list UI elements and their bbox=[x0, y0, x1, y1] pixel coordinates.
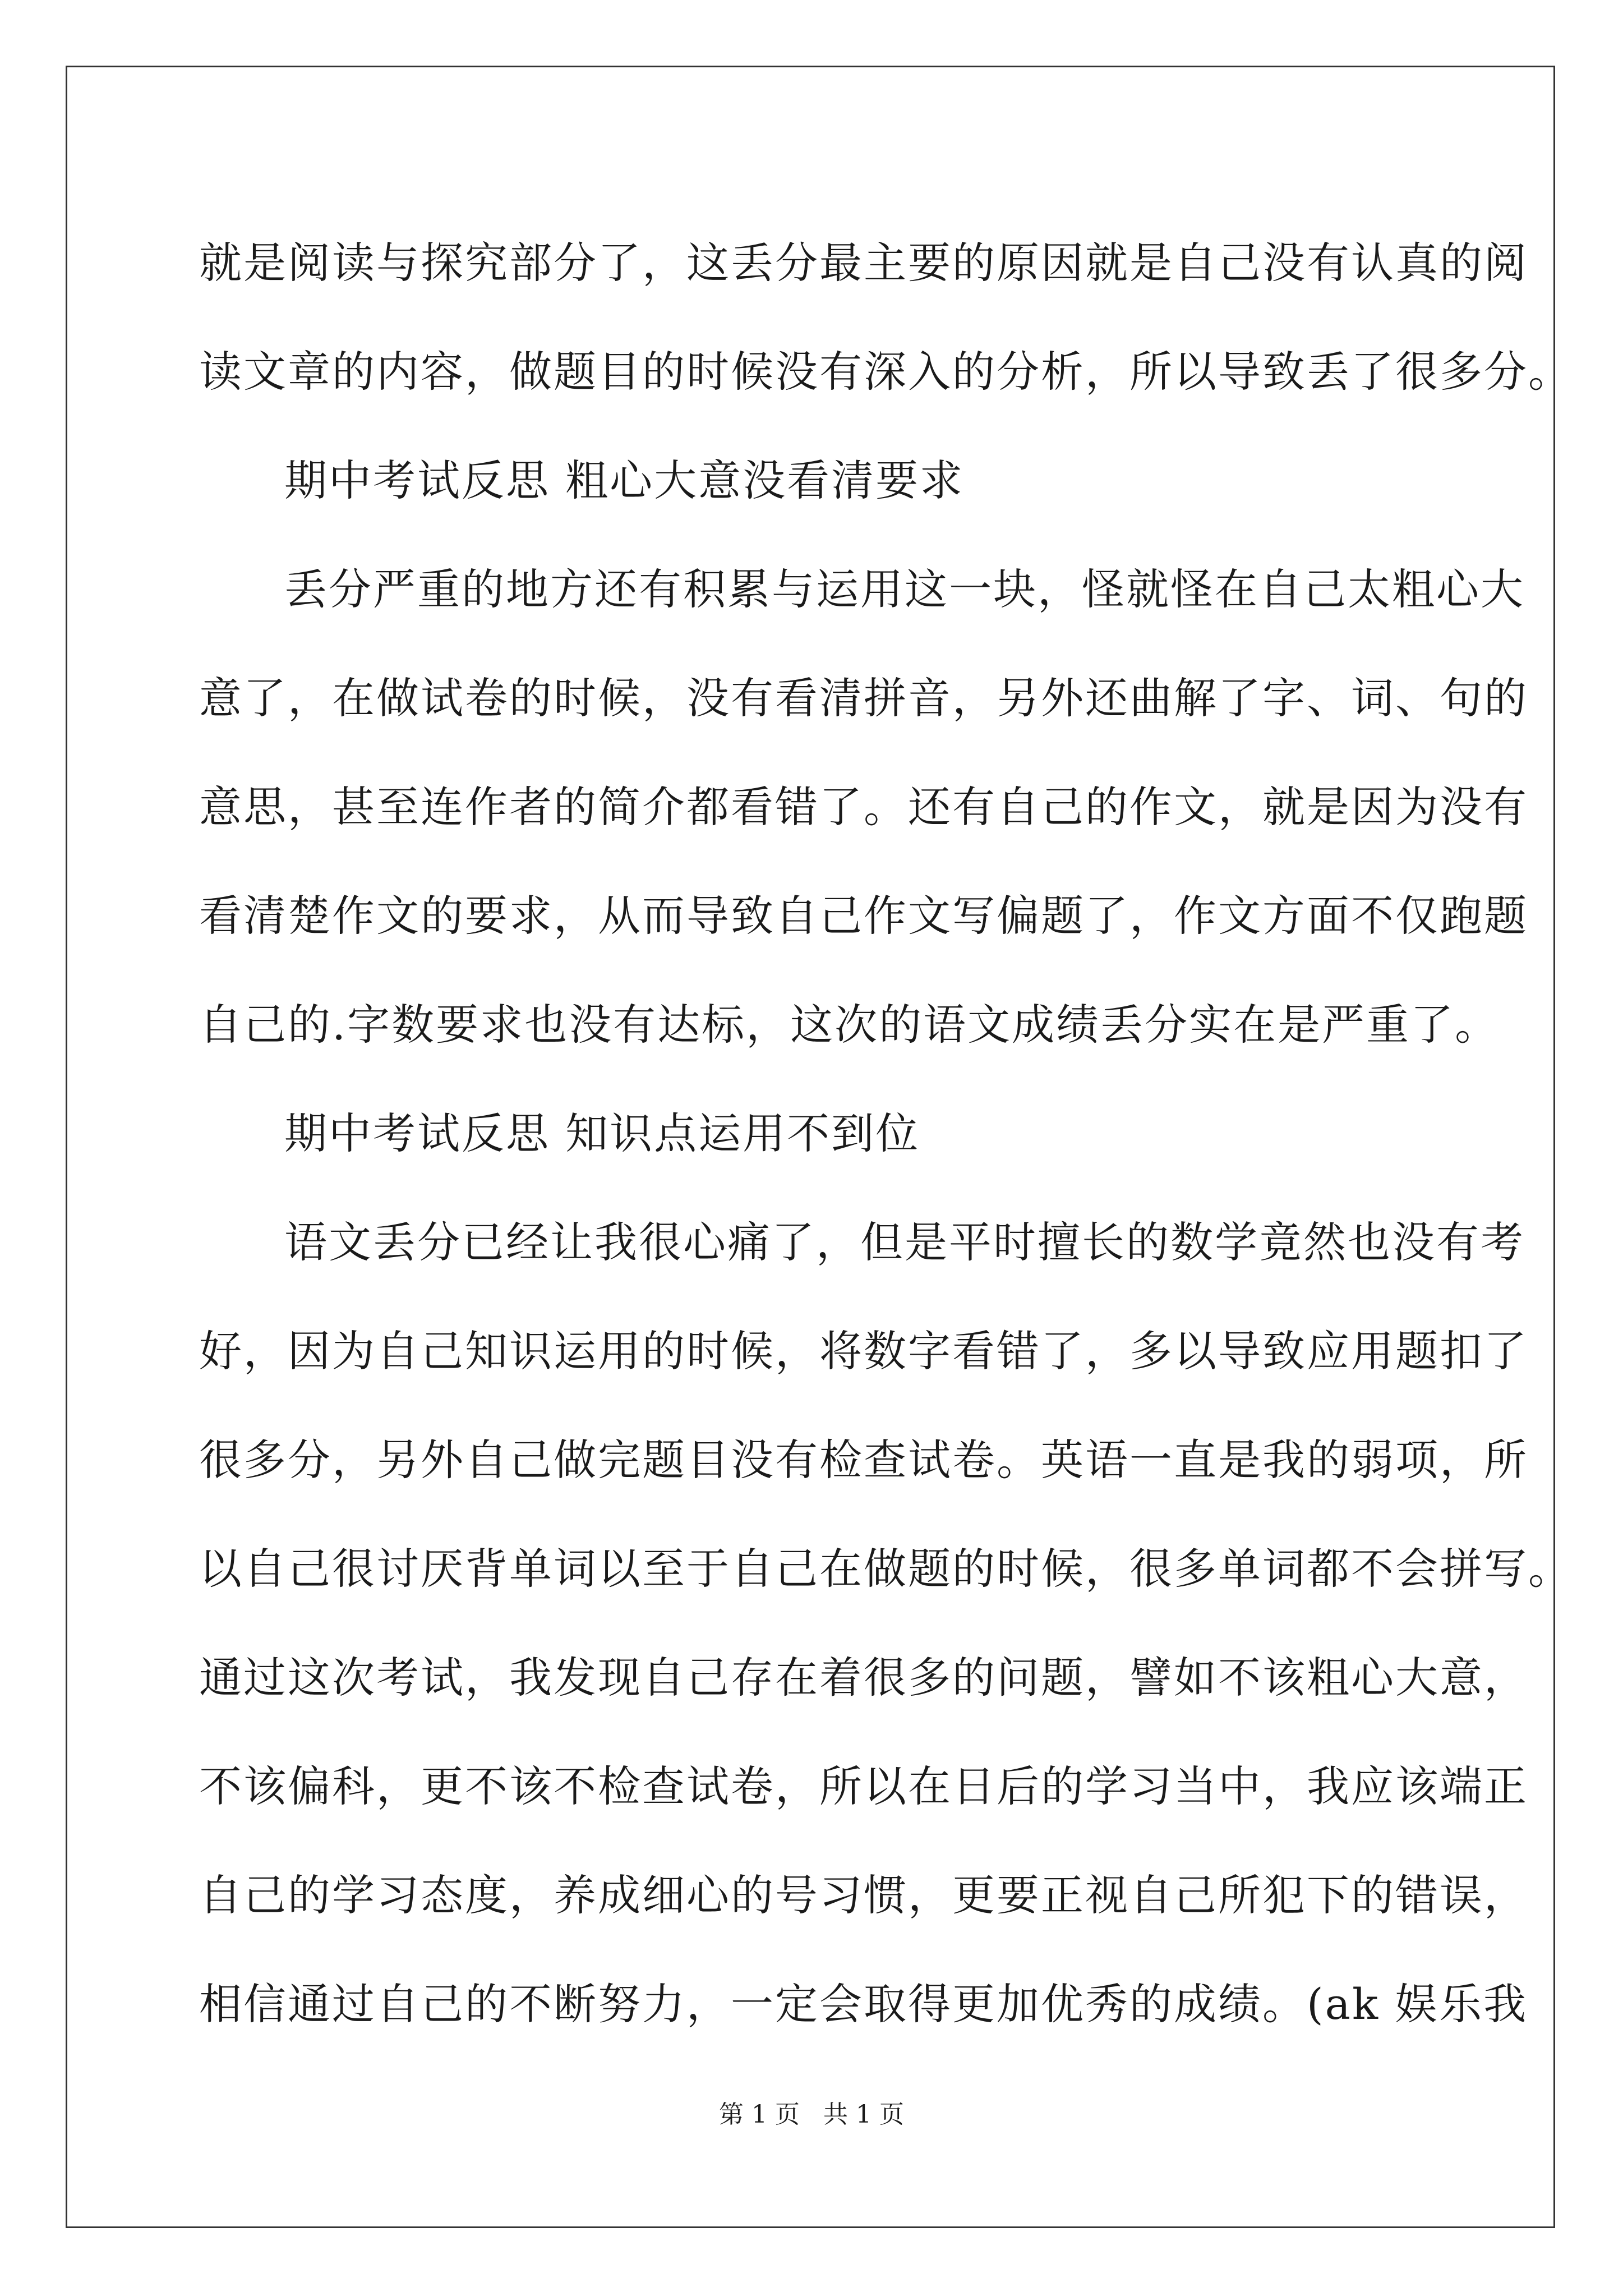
paragraph-line: 就是阅读与探究部分了，这丢分最主要的原因就是自己没有认真的阅 bbox=[199, 238, 1528, 288]
paragraph-line: 以自己很讨厌背单词以至于自己在做题的时候，很多单词都不会拼写。 bbox=[199, 1544, 1573, 1594]
paragraph-line: 自己的.字数要求也没有达标，这次的语文成绩丢分实在是严重了。 bbox=[199, 1000, 1500, 1050]
paragraph-line: 丢分严重的地方还有积累与运用这一块，怪就怪在自己太粗心大 bbox=[284, 564, 1525, 614]
page-number-footer: 第 1 页 共 1 页 bbox=[719, 2100, 904, 2129]
paragraph-line: 意了，在做试卷的时候，没有看清拼音，另外还曲解了字、词、句的 bbox=[199, 673, 1528, 723]
paragraph-line: 意思，甚至连作者的简介都看错了。还有自己的作文，就是因为没有 bbox=[199, 782, 1528, 832]
paragraph-line: 好，因为自己知识运用的时候，将数字看错了，多以导致应用题扣了 bbox=[199, 1326, 1528, 1376]
section-heading: 期中考试反思 粗心大意没看清要求 bbox=[284, 455, 965, 505]
paragraph-line: 相信通过自己的不断努力，一定会取得更加优秀的成绩。(ak 娱乐我 bbox=[199, 1979, 1528, 2029]
paragraph-line: 不该偏科，更不该不检查试卷，所以在日后的学习当中，我应该端正 bbox=[199, 1761, 1528, 1811]
document-body bbox=[199, 209, 1573, 2059]
section-heading: 期中考试反思 知识点运用不到位 bbox=[284, 1108, 920, 1158]
paragraph-line: 看清楚作文的要求，从而导致自己作文写偏题了，作文方面不仅跑题 bbox=[199, 891, 1528, 941]
paragraph-line: 通过这次考试，我发现自己存在着很多的问题，譬如不该粗心大意， bbox=[199, 1653, 1528, 1703]
paragraph-line: 自己的学习态度，养成细心的号习惯，更要正视自己所犯下的错误， bbox=[199, 1870, 1528, 1920]
paragraph-line: 语文丢分已经让我很心痛了，但是平时擅长的数学竟然也没有考 bbox=[284, 1217, 1525, 1267]
paragraph-line: 很多分，另外自己做完题目没有检查试卷。英语一直是我的弱项，所 bbox=[199, 1435, 1528, 1485]
paragraph-line: 读文章的内容，做题目的时候没有深入的分析，所以导致丢了很多分。 bbox=[199, 347, 1573, 397]
